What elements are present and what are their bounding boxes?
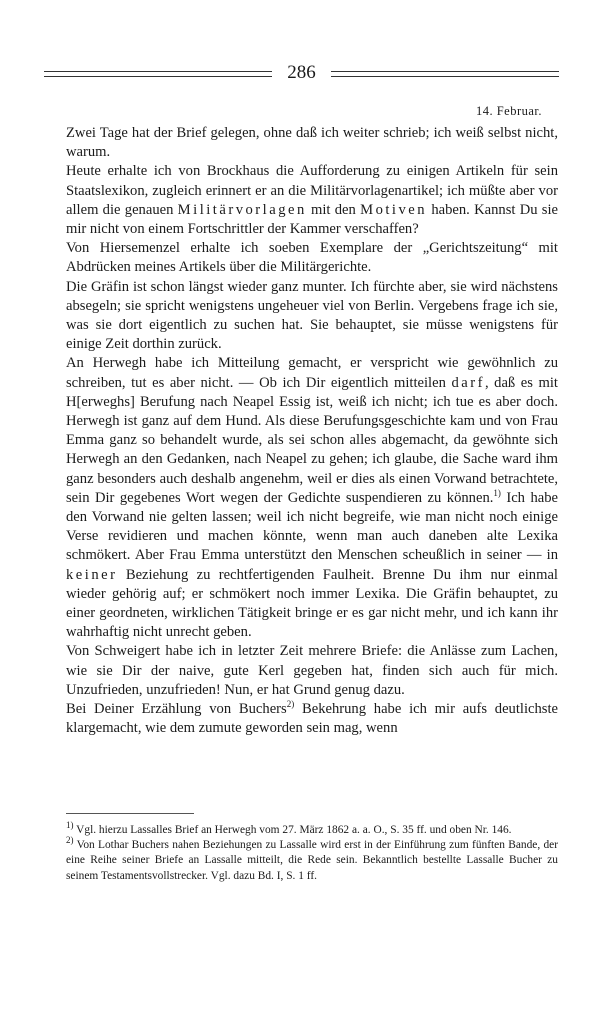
footnote-marker: 1) [66,820,74,831]
text-run: Bei Deiner Erzählung von Buchers [66,701,287,718]
paragraph [66,239,558,277]
header-rule-right [331,71,559,77]
text-run: Die Gräfin ist schon längst wieder ganz munter. Ich fürchte aber, sie wird nächstens absegeln; sie spricht wenigstens ungeheuer viel von Berlin. Vergebens frage ich sie, was sie dort eigentlich zu suchen hat. Sie behauptet, sie müsse wenigstens für einige Zeit dorthin zurück. [66,278,558,353]
page-number: 286 [287,62,316,83]
text-run: Beziehung zu rechtfertigenden Faulheit. Brenne Du ihm nur einmal wieder gehörig auf; er schmökert noch immer Lexika. Die Gräfin behauptet, zu einer geordneten, wirklichen Tätigkeit bringe er es gar nicht mehr, und ich kann ihr wahrhaftig nicht unrecht geben. [66,566,558,641]
text-run: Vgl. hierzu Lassalles Brief an Herwegh vom 27. März 1862 a. a. O., S. 35 ff. und oben Nr. 146. [73,824,512,836]
footnote-marker: 2) [66,835,74,846]
paragraph [66,642,558,700]
paragraph [66,278,558,355]
text-run: An Herwegh habe ich Mitteilung gemacht, er verspricht wie gewöhnlich zu schreiben, tut es aber nicht. — Ob ich Dir eigentlich mitteilen [66,355,558,391]
paragraph [66,700,558,738]
text-run: , daß es mit H[erweghs] Berufung nach Neapel Essig ist, weiß ich nicht; ich tue es aber doch. Herwegh ist ganz auf dem Hund. Als diese Berufungsgeschichte kam und von Frau Emma ganz so behandelt wurde, als sei schon alles abgemacht, da gewöhnte sich Herwegh an den Gedanken, nach Neapel zu gehen; ich glaube, die Sache ward ihm ganz besonders auch deshalb angenehm, weil er dies als einen Vorwand betrachtete, sein Dir gegebenes Wort wegen der Gedichte suspendieren zu können. [66,374,558,506]
paragraph [66,354,558,642]
text-run: Ich habe den Vorwand nie gelten lassen; weil ich nicht begreife, wie man nicht noch einige Verse revidieren und machen könnte, wenn man auch daneben alte Lexika schmökert. Aber Frau Emma unterstützt den Menschen scheußlich in seiner — in [66,489,558,564]
paragraph [66,162,558,239]
footnote-divider [66,813,194,814]
paragraph [66,124,558,162]
letter-body [66,124,558,739]
footnote [66,820,558,838]
footnote-marker: 2) [286,699,295,710]
text-run: Heute erhalte ich von Brockhaus die Aufforderung zu einigen Artikeln für sein Staatslexikon, zugleich erinnert er an die Militärvorlagenartikel; ich müßte aber vor allem die genauen [66,163,558,218]
spaced-text: Motiven [360,201,428,218]
footnote-marker: 1) [493,488,501,498]
text-run: Von Lothar Buchers nahen Beziehungen zu Lassalle wird erst in der Einführung zum fünften Bande, der eine Reihe seiner Briefe an Lassalle mitteilt, die Rede sein. Bekanntlich bestellte Lassalle Bucher zu seinem Testamentsvollstrecker. Vgl. dazu Bd. I, S. 1 ff. [66,839,558,882]
spaced-text: Militärvorlagen [177,201,307,218]
footnotes [66,820,558,884]
text-run: Von Schweigert habe ich in letzter Zeit mehrere Briefe: die Anlässe zum Lachen, wie sie Dir der naive, gute Kerl gegeben hat, finden sich auch für mich. Unzufrieden, unzufrieden! Nun, er hat Grund genug dazu. [66,643,558,698]
text-run: Von Hiersemenzel erhalte ich soeben Exemplare der „Gerichtszeitung“ mit Abdrücken meines Artikels über die Militärgerichte. [66,240,558,276]
page-header [44,62,559,86]
spaced-text: keiner [66,566,118,583]
letter-date: 14. Februar. [475,104,542,118]
text-run: Zwei Tage hat der Brief gelegen, ohne daß ich weiter schrieb; ich weiß selbst nicht, warum. [66,125,558,161]
text-run: Bekehrung habe ich mir aufs deutlichste klargemacht, wie dem zumute geworden sein mag, wenn [66,701,559,737]
text-run: haben. Kannst Du sie mir nicht von einem Fortschrittler der Kammer verschaffen? [66,201,559,238]
text-run: mit den [306,201,361,218]
footnote [66,835,558,884]
spaced-text: darf [451,374,485,391]
